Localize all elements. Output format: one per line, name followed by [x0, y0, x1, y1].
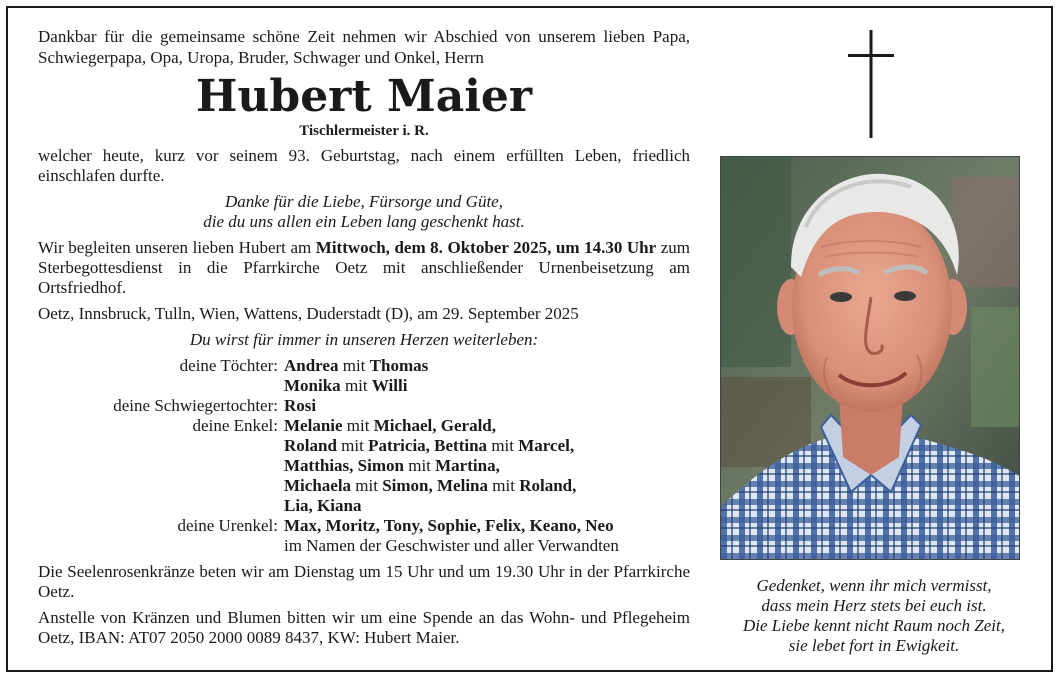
grandchild: Michaela [284, 476, 352, 495]
portrait-illustration [721, 157, 1020, 560]
grandchild-partner: Patricia, Bettina [368, 436, 488, 455]
passing-text: welcher heute, kurz vor seinem 93. Geburtstag, nach einem erfüllten Leben, friedlich einschlafen durfte. [38, 146, 690, 185]
son-in-law-1: Thomas [369, 356, 429, 375]
poem-line-4: sie lebet fort in Ewigkeit. [788, 636, 960, 655]
thanks-line-2: die du uns allen ein Leben lang geschenkt hast. [203, 212, 525, 231]
role-daughters: deine Töchter: [179, 356, 278, 375]
obituary-text-column [38, 26, 690, 654]
grandchild-partner: Michael, Gerald, [373, 416, 496, 435]
grandchild: Roland [284, 436, 337, 455]
connector: mit [342, 416, 374, 435]
connector: mit [340, 376, 372, 395]
great-grandchildren: Max, Moritz, Tony, Sophie, Felix, Keano, Neo [284, 516, 614, 535]
rosary-text: Die Seelenrosenkränze beten wir am Dienstag um 15 Uhr und um 19.30 Uhr in der Pfarrkirche Oetz. [38, 562, 690, 601]
obituary-card [6, 6, 1053, 672]
siblings-line: im Namen der Geschwister und aller Verwandten [284, 536, 619, 555]
grandchild: Lia, Kiana [284, 496, 362, 515]
grandchild-partner: Marcel, [518, 436, 575, 455]
poem-line-2: dass mein Herz stets bei euch ist. [761, 596, 987, 615]
profession: Tischlermeister i. R. [299, 123, 429, 139]
funeral-part-2: zum Sterbegottesdienst in die Pfarrkirche Oetz mit anschließender Urnenbeisetzung am Ortsfriedhof. [38, 238, 690, 297]
remember-line: Du wirst für immer in unseren Herzen weiterleben: [189, 330, 539, 349]
connector: mit [403, 456, 436, 475]
funeral-date: Mittwoch, dem 8. Oktober 2025, um 14.30 Uhr [315, 238, 657, 257]
donation-text: Anstelle von Kränzen und Blumen bitten wir um eine Spende an das Wohn- und Pflegeheim Oetz, IBAN: AT07 2050 2000 0089 8437, KW: Hubert Maier. [38, 608, 690, 647]
cross-icon [848, 30, 894, 138]
deceased-name: Hubert Maier [195, 71, 533, 122]
thanks-quote [38, 192, 690, 232]
grandchild-partner: Simon, Melina [382, 476, 489, 495]
portrait-photo [720, 156, 1020, 560]
connector: mit [338, 356, 370, 375]
names-daughter-in-law [284, 396, 690, 416]
funeral-text [38, 238, 690, 298]
son-in-law-2: Willi [371, 376, 408, 395]
poem-line-1: Gedenket, wenn ihr mich vermisst, [756, 576, 992, 595]
daughter-2: Monika [284, 376, 341, 395]
family-list [38, 356, 690, 556]
connector: mit [487, 436, 519, 455]
connector: mit [351, 476, 383, 495]
grandchild: Matthias, Simon [284, 456, 404, 475]
names-great-grandchildren [284, 516, 690, 556]
funeral-part-1: Wir begleiten unseren lieben Hubert am [38, 238, 316, 257]
role-great-grandchildren: deine Urenkel: [177, 516, 278, 535]
daughter-in-law: Rosi [284, 396, 317, 415]
place-date: Oetz, Innsbruck, Tulln, Wien, Wattens, Duderstadt (D), am 29. September 2025 [38, 304, 579, 323]
memorial-poem [708, 576, 1040, 656]
grandchild: Melanie [284, 416, 343, 435]
thanks-line-1: Danke für die Liebe, Fürsorge und Güte, [225, 192, 503, 211]
grandchild-partner: Martina, [435, 456, 500, 475]
poem-line-3: Die Liebe kennt nicht Raum noch Zeit, [742, 616, 1006, 635]
connector: mit [336, 436, 369, 455]
grandchild-partner: Roland, [519, 476, 577, 495]
names-grandchildren [284, 416, 690, 516]
names-daughters [284, 356, 690, 396]
daughter-1: Andrea [284, 356, 339, 375]
role-grandchildren: deine Enkel: [192, 416, 278, 435]
connector: mit [488, 476, 520, 495]
intro-text: Dankbar für die gemeinsame schöne Zeit nehmen wir Abschied von unserem lieben Papa, Schwiegerpapa, Opa, Uropa, Bruder, Schwager und Onkel, Herrn [38, 27, 690, 67]
role-daughter-in-law: deine Schwiegertochter: [113, 396, 278, 415]
